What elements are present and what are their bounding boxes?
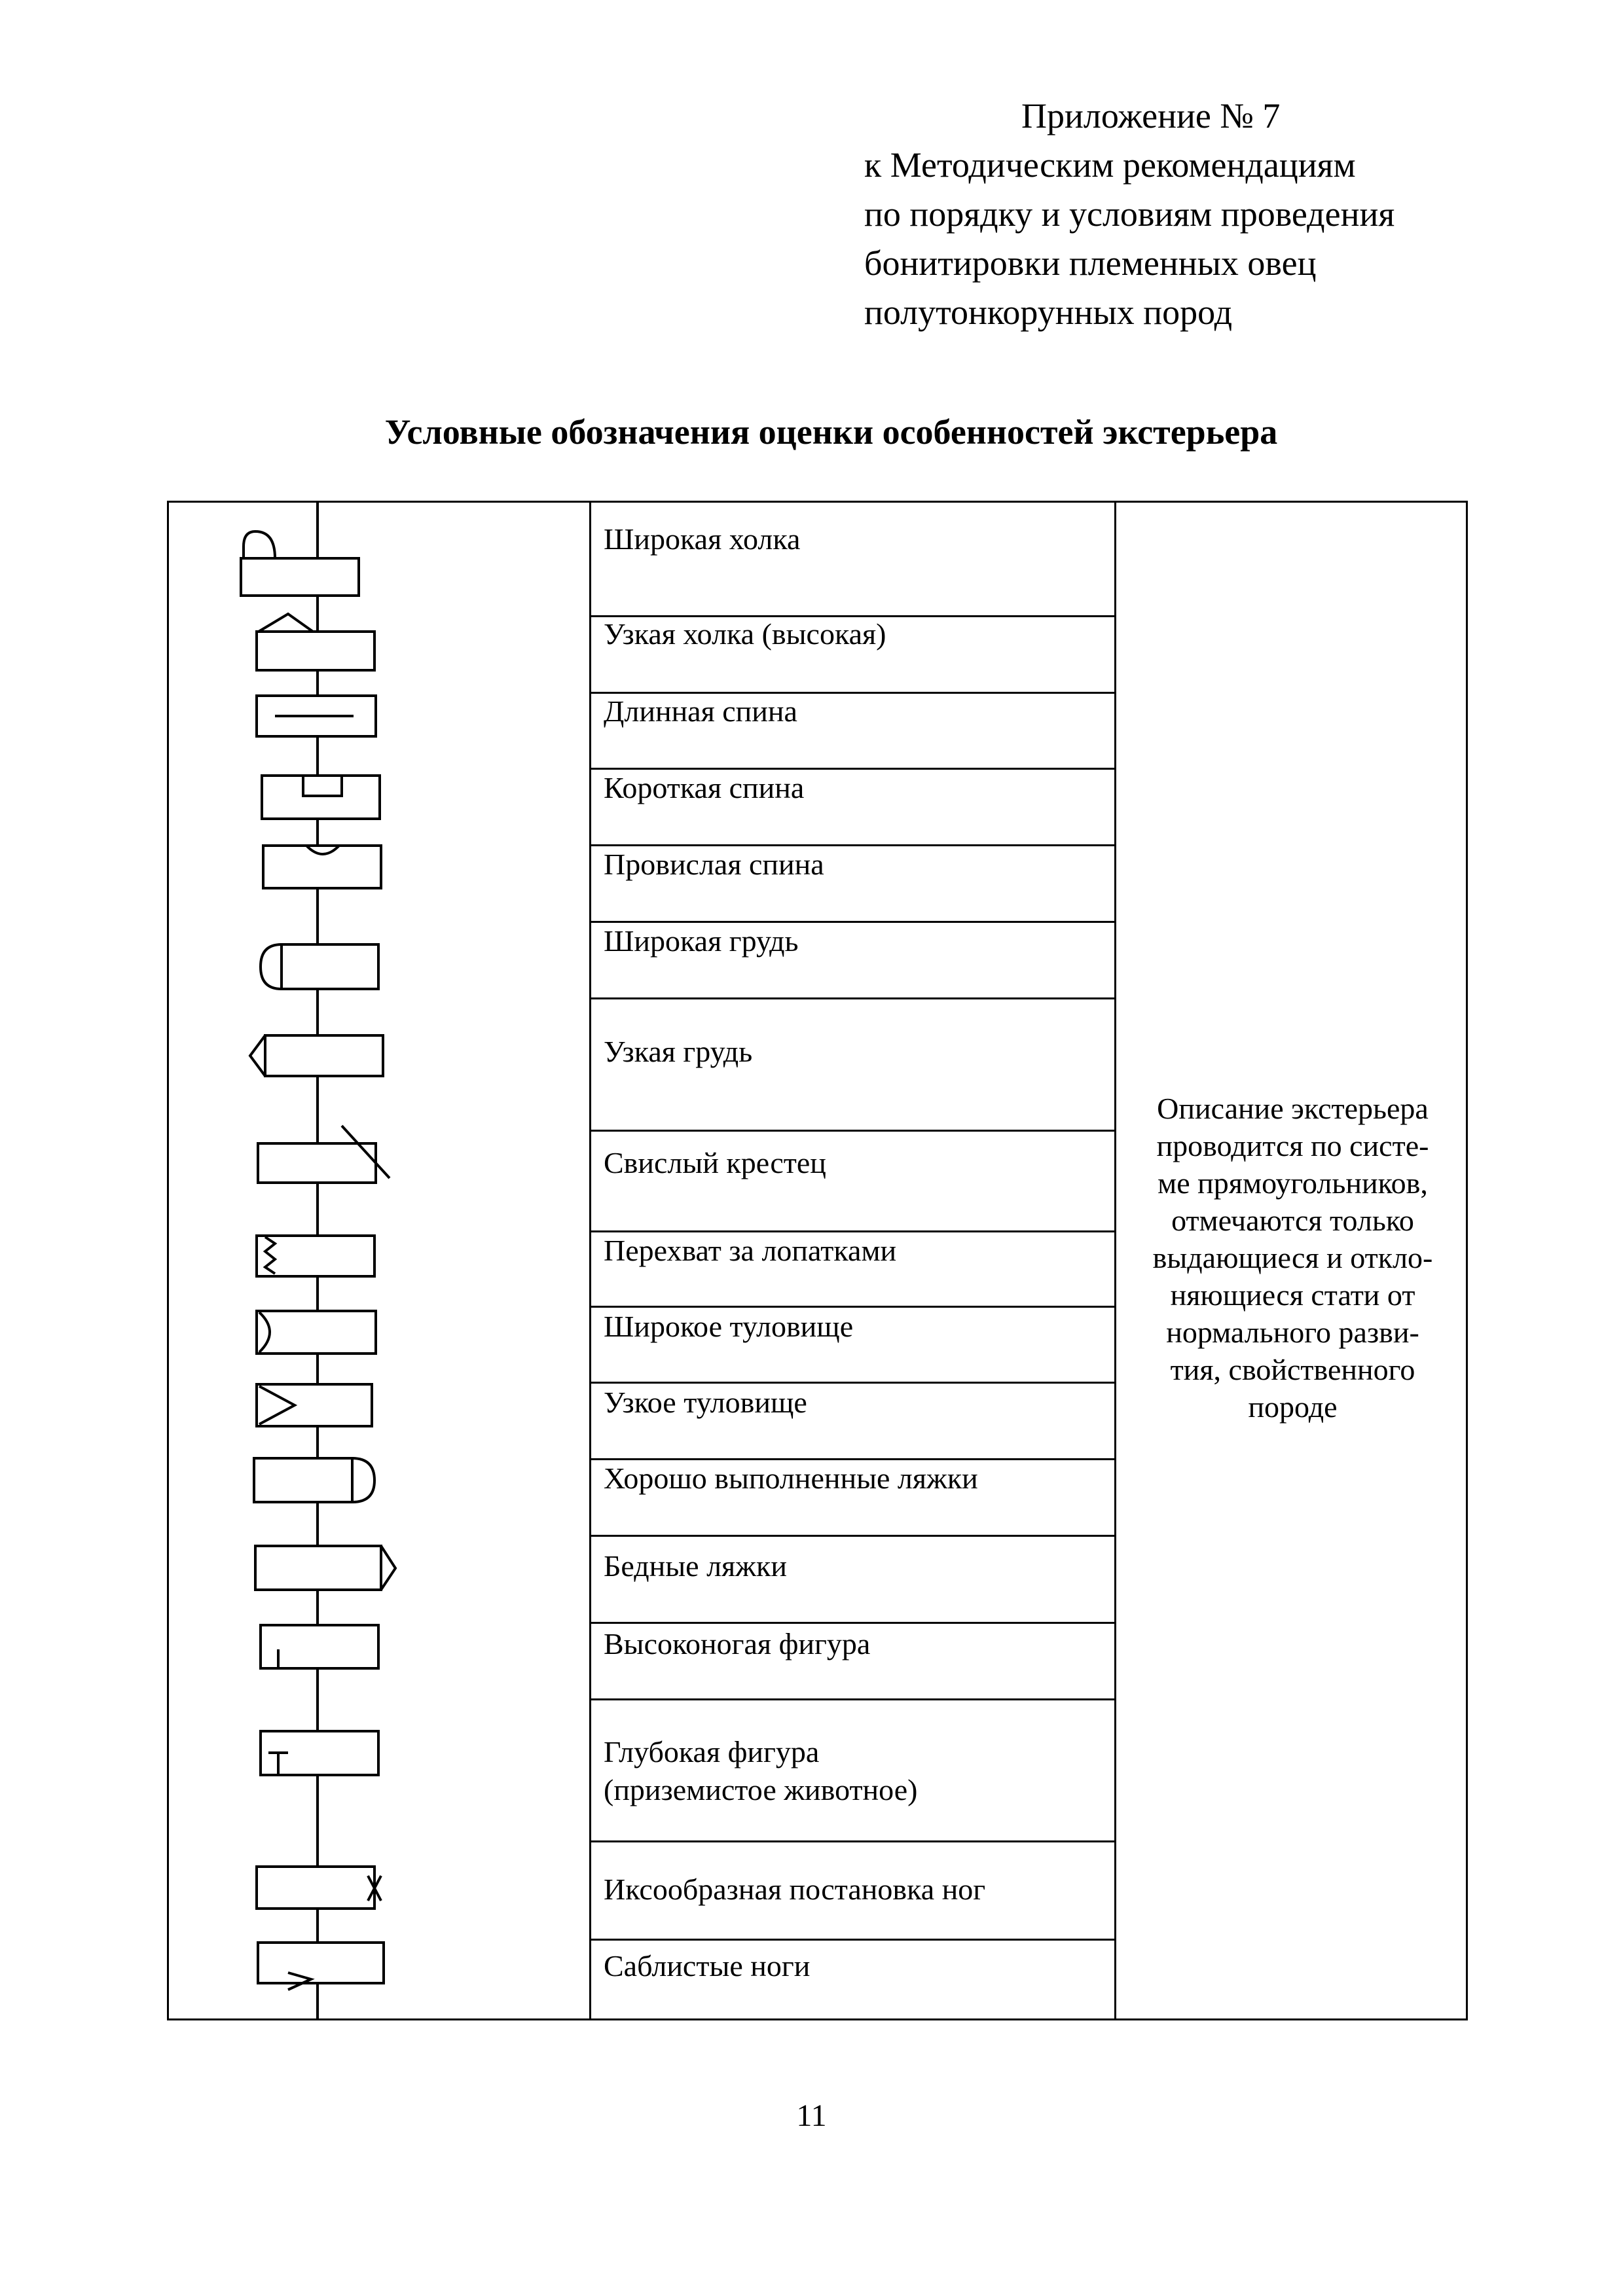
description-line: ме прямоугольников, [1158,1166,1428,1200]
page-number: 11 [796,2098,827,2133]
appendix-line-2: к Методическим рекомендациям [864,145,1356,185]
label-long-legged: Высоконогая фигура [604,1627,871,1660]
appendix-line-5: полутонкорунных пород [864,293,1233,332]
wide-withers-icon [241,531,359,596]
drooping-sacrum-icon [258,1126,390,1183]
label-full-thighs: Хорошо выполненные ляжки [604,1462,978,1495]
appendix-line-3: по порядку и условиям проведения [864,194,1395,234]
poor-thighs-icon [255,1546,395,1590]
label-narrow-body: Узкое туловище [604,1386,807,1419]
full-thighs-icon [254,1458,374,1502]
deep-figure-icon [261,1731,378,1775]
label-sagging-back: Провислая спина [604,848,824,881]
long-back-icon [257,696,376,736]
description-line: выдающиеся и откло- [1152,1241,1433,1274]
label-deep-figure: Глубокая фигура (приземистое животное) [604,1735,918,1806]
narrow-withers-icon [257,614,374,670]
label-wide-body: Широкое туловище [604,1310,854,1343]
appendix-number: Приложение № 7 [1021,96,1281,135]
label-poor-thighs: Бедные ляжки [604,1549,787,1583]
narrow-chest-icon [250,1035,383,1076]
long-legged-icon [261,1625,378,1668]
label-long-back: Длинная спина [604,694,797,728]
description-line: нормального разви- [1166,1316,1419,1349]
wide-chest-icon [261,944,378,989]
wide-body-icon [257,1311,376,1354]
narrow-body-icon [257,1384,372,1426]
label-drooping-sacrum: Свислый крестец [604,1146,826,1179]
x-shaped-legs-icon [257,1867,381,1909]
appendix-line-4: бонитировки племенных овец [864,243,1317,283]
shoulder-constriction-icon [257,1236,374,1276]
sickle-legs-icon [258,1943,384,1990]
page-title: Условные обозначения оценки особенностей экстерьера [384,412,1278,452]
description-line: няющиеся стати от [1170,1278,1415,1312]
description-line: отмечаются только [1171,1204,1414,1237]
label-sickle-legs: Саблистые ноги [604,1949,811,1982]
label-short-back: Короткая спина [604,771,805,804]
description-line: породе [1248,1390,1338,1424]
label-wide-withers: Широкая холка [604,522,801,556]
description-line: тия, свойственного [1170,1353,1415,1386]
label-shoulder-constriction: Перехват за лопатками [604,1234,897,1267]
label-x-shaped-legs: Иксообразная постановка ног [604,1873,986,1906]
description-line: проводится по систе- [1156,1129,1429,1162]
short-back-icon [262,776,380,819]
description-line: Описание экстерьера [1157,1092,1429,1125]
label-wide-chest: Широкая грудь [604,924,799,958]
label-narrow-withers: Узкая холка (высокая) [604,617,886,651]
sagging-back-icon [263,846,381,888]
label-narrow-chest: Узкая грудь [604,1035,753,1068]
